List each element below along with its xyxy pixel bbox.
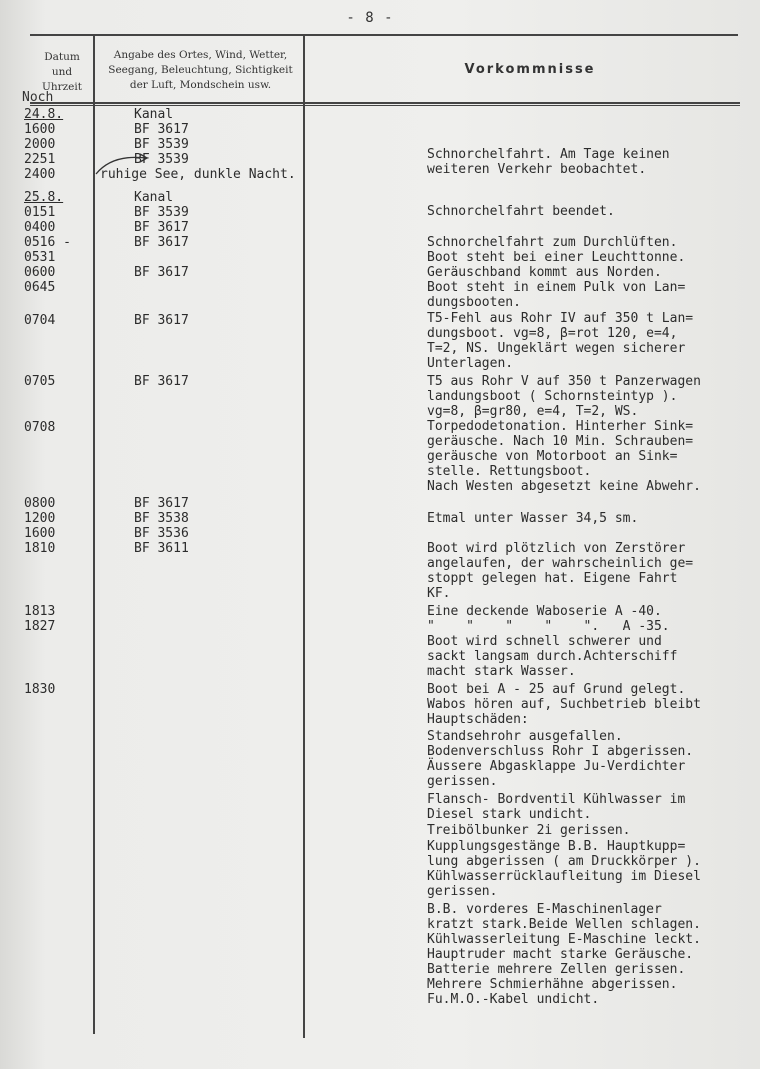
event-line: Etmal unter Wasser 34,5 sm. [427,511,639,526]
time-entry: 0704 [24,313,56,328]
event-line: Kühlwasserrücklaufleitung im Diesel [427,869,701,884]
position-entry: Kanal [134,190,174,205]
time-entry: 1830 [24,682,56,697]
header-bottom-rule-2 [30,105,740,106]
position-entry: BF 3617 [134,235,189,250]
event-line: T5-Fehl aus Rohr IV auf 350 t Lan= [427,311,694,326]
position-entry: BF 3538 [134,511,189,526]
header-angabe-line: Angabe des Ortes, Wind, Wetter, [113,49,288,61]
event-line: Diesel stark undicht. [427,807,592,822]
event-line: stoppt gelegen hat. Eigene Fahrt [427,571,678,586]
event-line: dungsboot. vg=8, β=rot 120, e=4, [427,326,678,341]
event-line: KF. [427,586,451,601]
event-line: Fu.M.O.-Kabel undicht. [427,992,600,1007]
event-line: kratzt stark.Beide Wellen schlagen. [427,917,701,932]
position-entry: BF 3539 [134,137,189,152]
time-entry: 0531 [24,250,56,265]
header-vorkommnisse: Vorkommnisse [464,62,596,77]
column-divider-1 [93,34,95,1034]
column-divider-2 [303,34,305,1038]
position-entry: BF 3617 [134,122,189,137]
time-entry: 0516 - [24,235,71,250]
position-entry: BF 3617 [134,374,189,389]
event-line: Boot steht bei einer Leuchttonne. [427,250,686,265]
event-line: Torpedodetonation. Hinterher Sink= [427,419,694,434]
event-line: Schnorchelfahrt beendet. [427,204,615,219]
position-entry: BF 3611 [134,541,189,556]
event-line: stelle. Rettungsboot. [427,464,592,479]
position-entry: BF 3617 [134,220,189,235]
time-entry: 1810 [24,541,56,556]
event-line: Wabos hören auf, Suchbetrieb bleibt [427,697,701,712]
time-entry: 0645 [24,280,56,295]
position-entry: BF 3617 [134,265,189,280]
position-entry: BF 3539 [134,152,189,167]
header-datum-line: Datum [44,51,80,63]
event-line: sackt langsam durch.Achterschiff [427,649,678,664]
event-line: geräusche von Motorboot an Sink= [427,449,678,464]
event-line: T=2, NS. Ungeklärt wegen sicherer [427,341,686,356]
event-line: Eine deckende Waboserie A -40. [427,604,662,619]
event-line: Boot bei A - 25 auf Grund gelegt. [427,682,686,697]
event-line: gerissen. [427,774,498,789]
event-line: dungsbooten. [427,295,521,310]
header-bottom-rule [30,102,740,104]
event-line: Treibölbunker 2i gerissen. [427,823,631,838]
time-entry: 0151 [24,205,56,220]
event-line: Unterlagen. [427,356,514,371]
time-entry: 0400 [24,220,56,235]
event-line: Geräuschband kommt aus Norden. [427,265,662,280]
page-number: - 8 - [346,10,394,26]
time-entry: 24.8. [24,107,64,122]
event-line: macht stark Wasser. [427,664,576,679]
position-entry: BF 3617 [134,313,189,328]
time-entry: 25.8. [24,190,64,205]
event-line: Hauptruder macht starke Geräusche. [427,947,694,962]
header-datum [32,50,92,95]
event-line: Batterie mehrere Zellen gerissen. [427,962,686,977]
header-datum-line: und [51,66,73,78]
event-line: Boot wird plötzlich von Zerstörer [427,541,686,556]
arrow-icon [94,150,154,178]
event-line: Kühlwasserleitung E-Maschine leckt. [427,932,701,947]
event-line: Flansch- Bordventil Kühlwasser im [427,792,686,807]
event-line: lung abgerissen ( am Druckkörper ). [427,854,701,869]
time-entry: 0800 [24,496,56,511]
header-angabe [98,48,303,93]
top-rule [30,34,738,36]
position-entry: BF 3536 [134,526,189,541]
event-line: vg=8, β=gr80, e=4, T=2, WS. [427,404,639,419]
header-datum-line: Uhrzeit [42,81,82,93]
time-entry: 1827 [24,619,56,634]
weather-line: ruhige See, dunkle Nacht. [100,167,296,182]
event-line: Hauptschäden: [427,712,529,727]
noch-label: Noch [22,90,54,105]
header-angabe-line: Seegang, Beleuchtung, Sichtigkeit [108,64,293,76]
time-entry: 1813 [24,604,56,619]
time-entry: 2000 [24,137,56,152]
header-angabe-line: der Luft, Mondschein usw. [129,79,272,91]
event-line: Bodenverschluss Rohr I abgerissen. [427,744,694,759]
position-entry: BF 3617 [134,496,189,511]
event-line: Äussere Abgasklappe Ju-Verdichter [427,759,686,774]
time-entry: 1600 [24,122,56,137]
time-entry: 1200 [24,511,56,526]
event-line: Nach Westen abgesetzt keine Abwehr. [427,479,701,494]
position-entry: BF 3539 [134,205,189,220]
position-entry: Kanal [134,107,174,122]
time-entry: 2400 [24,167,56,182]
time-entry: 2251 [24,152,56,167]
event-line: Schnorchelfahrt zum Durchlüften. [427,235,678,250]
event-line: Kupplungsgestänge B.B. Hauptkupp= [427,839,686,854]
time-entry: 0705 [24,374,56,389]
event-line: Standsehrohr ausgefallen. [427,729,623,744]
event-line: angelaufen, der wahrscheinlich ge= [427,556,694,571]
event-line: Schnorchelfahrt. Am Tage keinen [427,147,670,162]
time-entry: 1600 [24,526,56,541]
event-line: landungsboot ( Schornsteintyp ). [427,389,678,404]
time-entry: 0600 [24,265,56,280]
event-line: weiteren Verkehr beobachtet. [427,162,647,177]
event-line: geräusche. Nach 10 Min. Schrauben= [427,434,694,449]
event-line: Mehrere Schmierhähne abgerissen. [427,977,678,992]
time-entry: 0708 [24,420,56,435]
event-line: B.B. vorderes E-Maschinenlager [427,902,662,917]
event-line: gerissen. [427,884,498,899]
event-line: T5 aus Rohr V auf 350 t Panzerwagen [427,374,701,389]
event-line: " " " " ". A -35. [427,619,670,634]
event-line: Boot steht in einem Pulk von Lan= [427,280,686,295]
event-line: Boot wird schnell schwerer und [427,634,662,649]
